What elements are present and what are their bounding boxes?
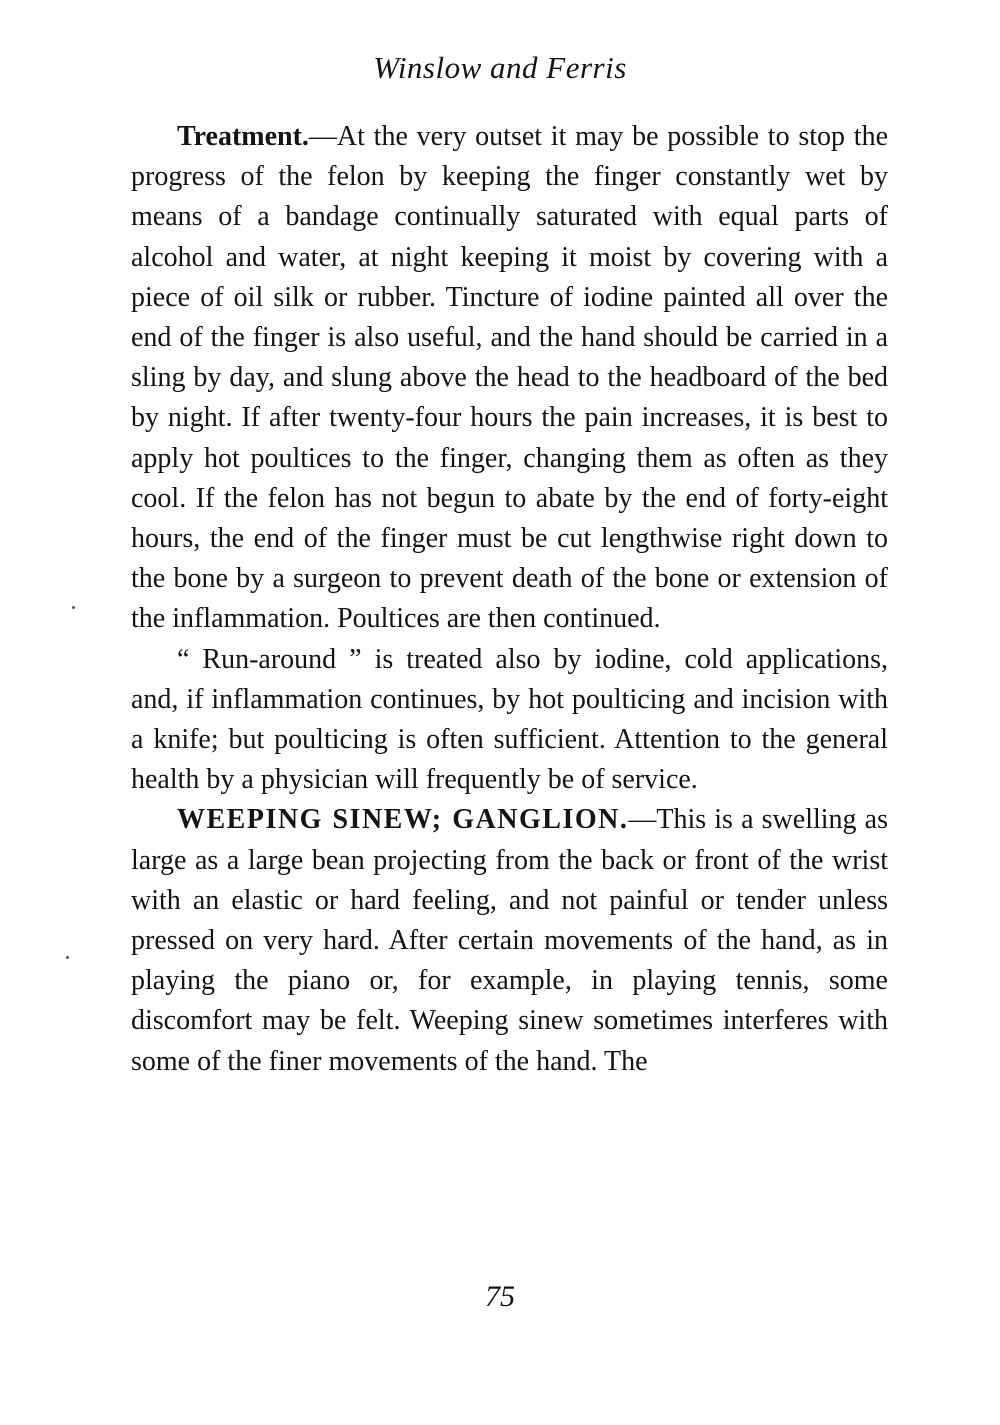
paragraph-text: —At the very outset it may be possible to stop the progress of the felon by keeping the finger constantly wet by means of a bandage continually saturated with equal parts of alcohol and water, at night keeping it moist by covering with a piece of oil silk or rubber. Tincture of iodine painted all over the end of the finger is also useful, and the hand should be carried in a sling by day, and slung above the head to the headboard of the bed by night. If after twenty-four hours the pain increases, it is best to apply hot poultices to the finger, changing them as often as they cool. If the felon has not begun to abate by the end of forty-eight hours, the end of the finger must be cut lengthwise right down to the bone by a surgeon to prevent death of the bone or extension of the inflammation. Poultices are then continued.: [131, 121, 888, 635]
paragraph-treatment: [131, 117, 888, 640]
paragraph-run-around: [131, 640, 888, 801]
run-in-heading-weeping-sinew: WEEPING SINEW; GANGLION.: [177, 804, 629, 836]
running-head: Winslow and Ferris: [373, 50, 627, 85]
paragraph-text: —This is a swelling as large as a large bean projecting from the back or front of the wrist with an elastic or hard feeling, and not painful or tender unless pressed on very hard. After certain movements of the hand, as in playing the piano or, for example, in playing tennis, some discomfort may be felt. Weeping sinew sometimes interferes with some of the finer movements of the hand. The: [131, 804, 889, 1077]
scan-speck: [72, 606, 75, 609]
paragraph-text: “ Run-around ” is treated also by iodine, cold applications, and, if inflammation continues, by hot poulticing and incision with a knife; but poulticing is often sufficient. Attention to the general health by a physician will frequently be of service.: [131, 643, 888, 796]
run-in-heading-treatment: Treatment.: [177, 121, 309, 152]
scan-speck: [66, 956, 69, 959]
paragraph-weeping-sinew: [131, 800, 888, 1081]
page-number: 75: [485, 1280, 515, 1313]
body-text: [131, 117, 888, 1082]
